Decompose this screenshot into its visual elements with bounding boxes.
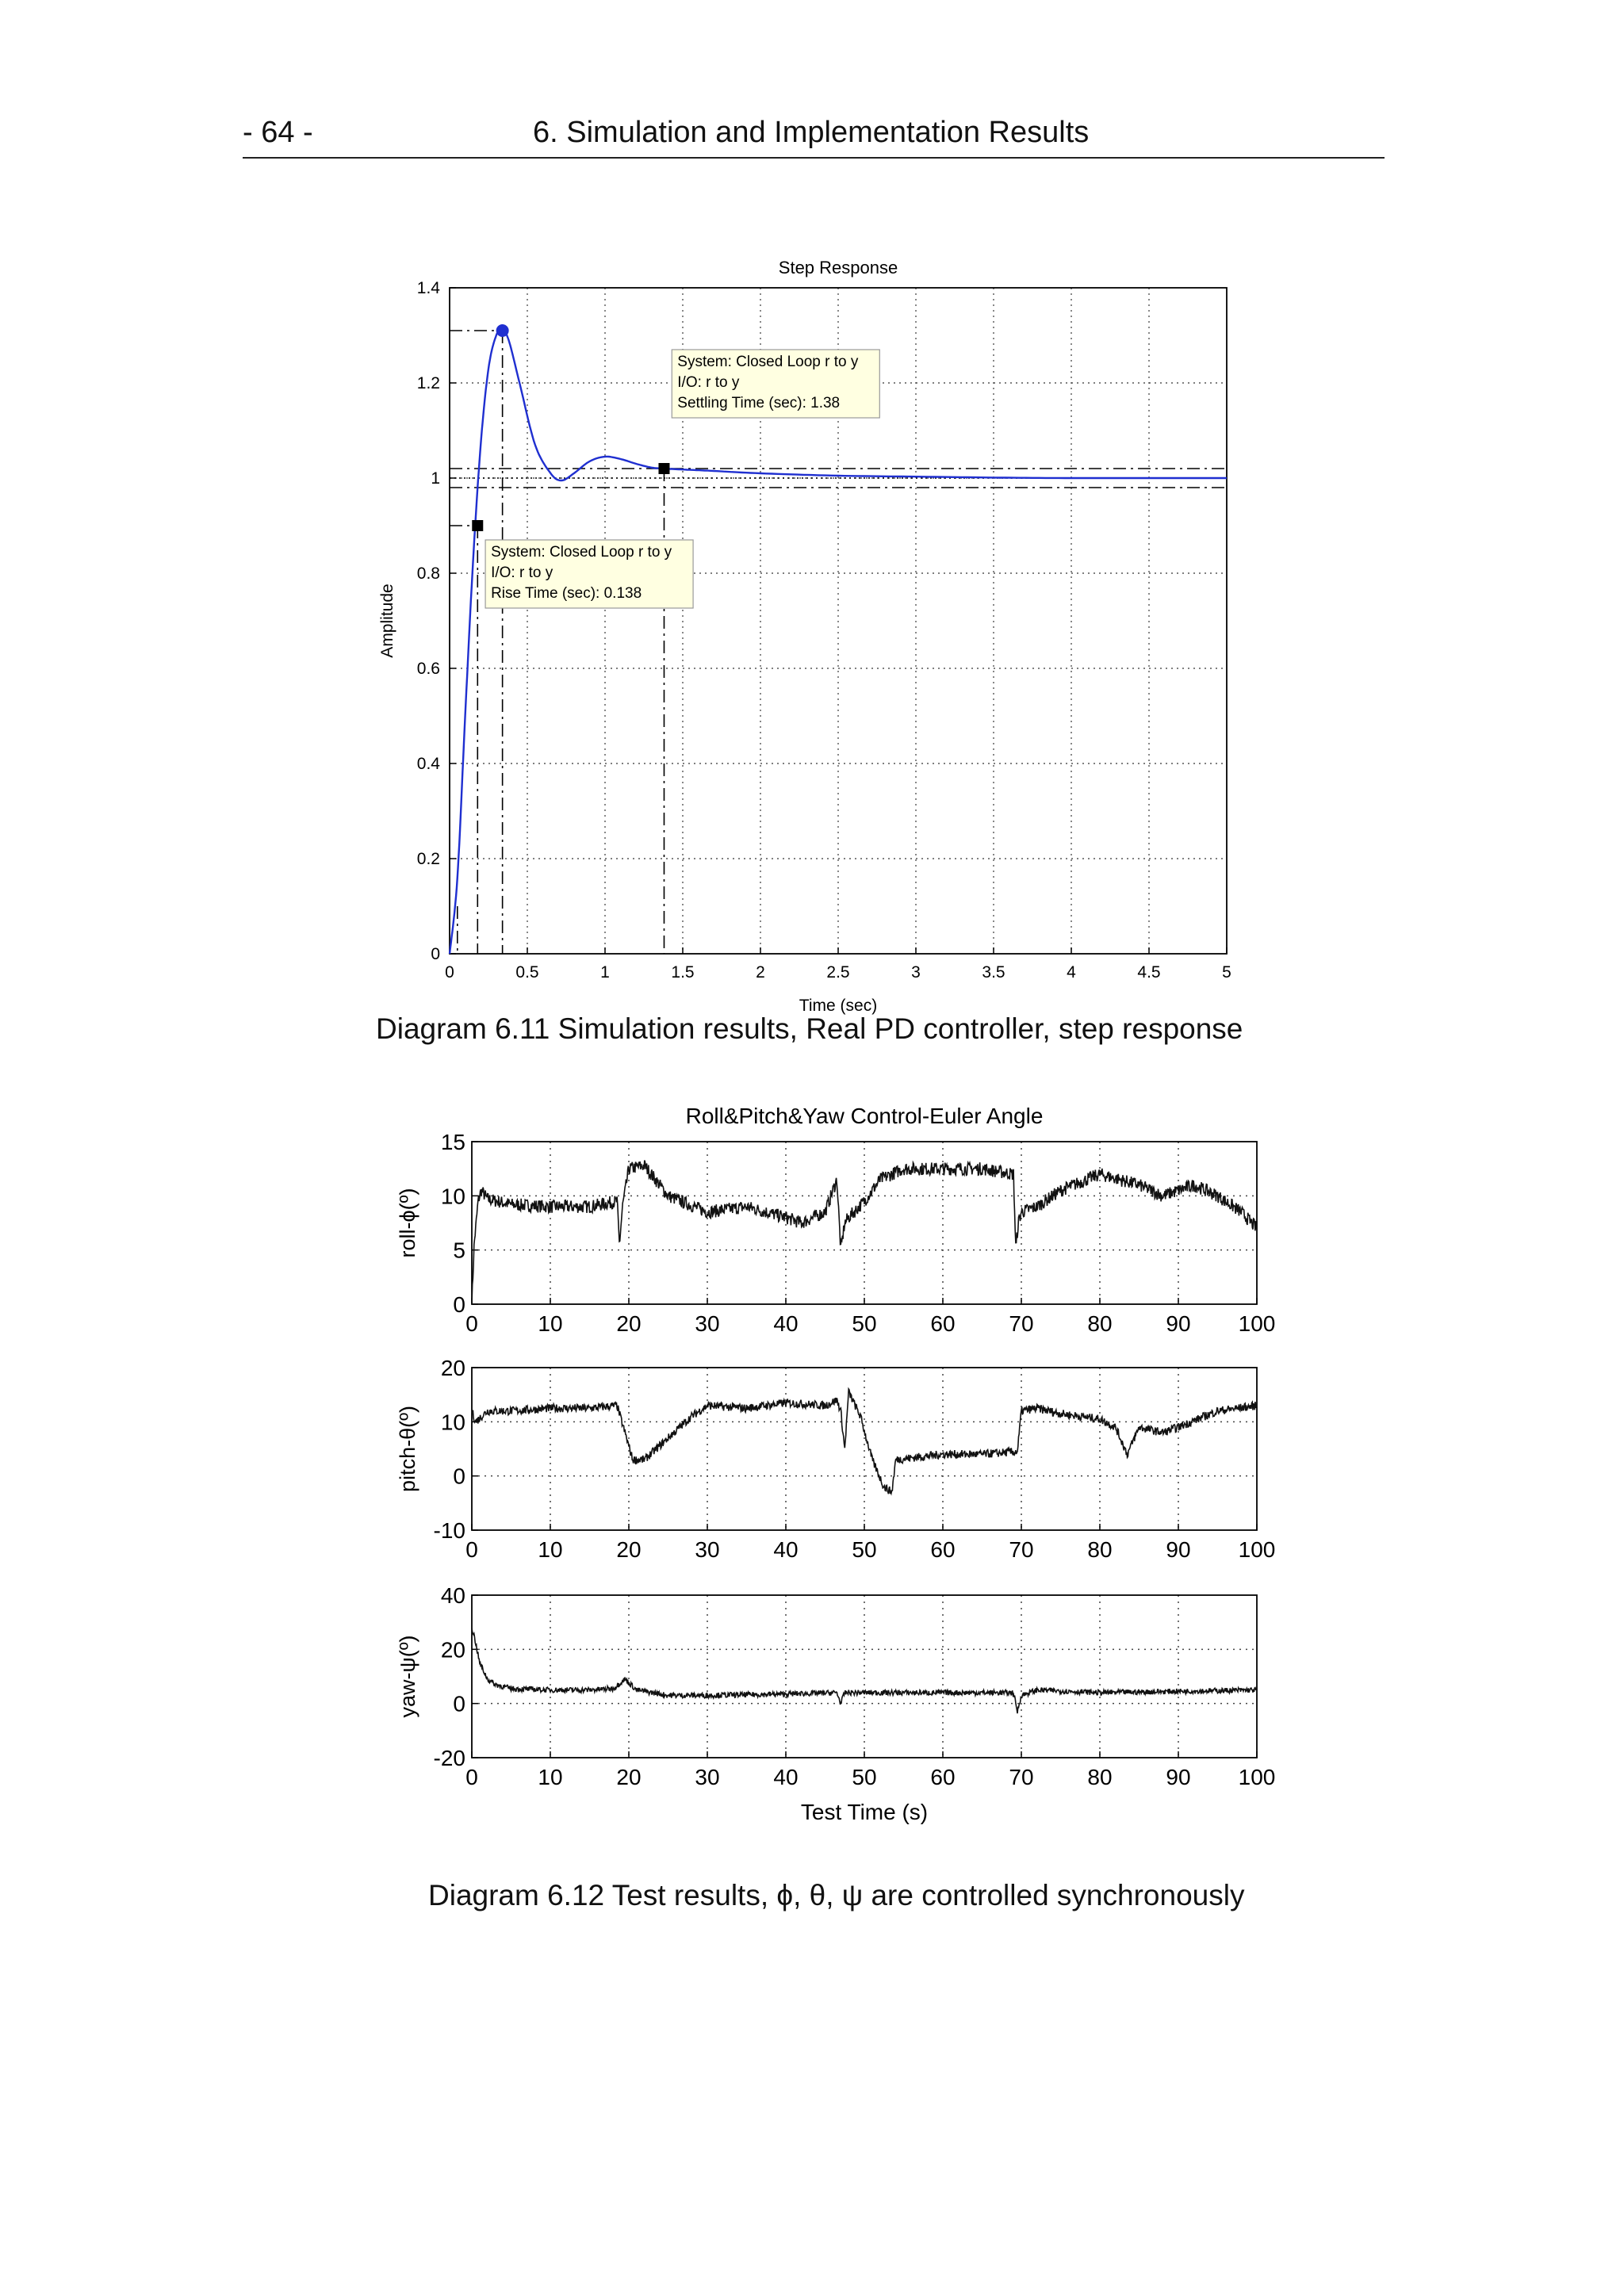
y-tick-label: 20 [440,1637,465,1663]
x-tick-label: 80 [1087,1537,1113,1562]
y-axis-label: roll-ϕ(º) [396,1188,419,1258]
y-axis-label: Amplitude [378,584,396,658]
datatip-line: Rise Time (sec): 0.138 [491,585,642,602]
x-tick-label: 0 [465,1537,478,1562]
y-axis-label: yaw-ψ(º) [396,1635,419,1718]
figure-6-11-caption: Diagram 6.11 Simulation results, Real PD controller, step response [376,1012,1243,1045]
step-plot-group [378,258,1231,1015]
settling-marker [658,463,669,474]
x-tick-label: 60 [930,1311,956,1336]
x-tick-label: 60 [930,1537,956,1562]
x-tick-label: 50 [852,1765,877,1789]
x-tick-label: 3.5 [982,963,1005,982]
y-tick-label: 5 [453,1238,465,1263]
plot-frame [472,1368,1257,1530]
x-tick-label: 10 [538,1765,563,1789]
y-tick-label: 0 [453,1292,465,1317]
x-tick-label: 90 [1166,1311,1191,1336]
datatip-line: System: Closed Loop r to y [677,354,859,370]
y-tick-label: 0.2 [416,850,440,868]
x-axis-label: Test Time (s) [800,1800,929,1824]
rise-marker [472,520,483,531]
y-tick-label: 40 [440,1583,465,1608]
y-axis-label: pitch-θ(º) [396,1406,419,1492]
rise-datatip [485,540,693,608]
chapter-title: 6. Simulation and Implementation Results [533,116,1090,149]
y-tick-label: 0.8 [416,564,440,583]
chart-title: Roll&Pitch&Yaw Control-Euler Angle [685,1104,1044,1128]
x-tick-label: 30 [695,1311,720,1336]
x-tick-label: 90 [1166,1537,1191,1562]
x-tick-label: 60 [930,1765,956,1789]
step-response-chart [373,238,1293,1015]
y-tick-label: -20 [433,1746,465,1770]
x-tick-label: 80 [1087,1765,1113,1789]
x-tick-label: 80 [1087,1311,1113,1336]
datatip-line: I/O: r to y [677,374,740,391]
x-axis-label: Time (sec) [799,997,878,1015]
x-tick-label: 100 [1238,1765,1276,1789]
x-tick-label: 10 [538,1537,563,1562]
x-tick-label: 0 [445,963,454,982]
x-tick-label: 40 [773,1765,799,1789]
settling-datatip [672,350,879,418]
subplot-3 [396,1583,1275,1789]
y-tick-label: 1.2 [416,374,440,392]
plot-frame [472,1595,1257,1758]
x-tick-label: 100 [1238,1311,1276,1336]
angle-trace-line [472,1389,1257,1494]
x-tick-label: 100 [1238,1537,1276,1562]
x-tick-label: 1.5 [671,963,695,982]
datatip-line: I/O: r to y [491,564,553,581]
x-tick-label: 40 [773,1311,799,1336]
y-tick-label: 0 [453,1464,465,1489]
y-tick-label: 0.4 [416,755,440,773]
header-rule [243,157,1385,159]
plot-frame [472,1142,1257,1304]
x-tick-label: 70 [1009,1537,1034,1562]
y-tick-label: 0 [431,945,440,963]
datatip-line: System: Closed Loop r to y [491,544,672,561]
y-tick-label: 0.6 [416,660,440,678]
x-tick-label: 90 [1166,1765,1191,1789]
y-tick-label: 15 [440,1130,465,1154]
x-tick-label: 20 [616,1765,642,1789]
page-number: - 64 - [243,116,313,149]
datatip-line: Settling Time (sec): 1.38 [677,395,841,411]
peak-marker [496,324,509,337]
x-tick-label: 2.5 [826,963,850,982]
y-tick-label: 1.4 [416,279,440,297]
x-tick-label: 50 [852,1537,877,1562]
x-tick-label: 0.5 [515,963,539,982]
euler-angle-chart [389,1090,1293,1835]
x-tick-label: 40 [773,1537,799,1562]
x-tick-label: 5 [1222,963,1231,982]
x-tick-label: 0 [465,1765,478,1789]
x-tick-label: 4 [1067,963,1076,982]
y-tick-label: 1 [431,469,440,488]
x-tick-label: 4.5 [1137,963,1161,982]
x-tick-label: 20 [616,1537,642,1562]
y-tick-label: 0 [453,1691,465,1716]
y-tick-label: 10 [440,1410,465,1435]
subplot-1 [396,1130,1275,1336]
subplot-2 [396,1356,1275,1562]
x-tick-label: 3 [911,963,921,982]
x-tick-label: 70 [1009,1765,1034,1789]
x-tick-label: 2 [756,963,765,982]
x-tick-label: 0 [465,1311,478,1336]
y-tick-label: -10 [433,1518,465,1543]
chart-title: Step Response [778,258,898,277]
x-tick-label: 30 [695,1537,720,1562]
x-tick-label: 30 [695,1765,720,1789]
figure-6-12-caption: Diagram 6.12 Test results, ϕ, θ, ψ are controlled synchronously [428,1879,1245,1911]
x-tick-label: 1 [600,963,610,982]
x-tick-label: 50 [852,1311,877,1336]
x-tick-label: 20 [616,1311,642,1336]
x-tick-label: 70 [1009,1311,1034,1336]
y-tick-label: 20 [440,1356,465,1380]
y-tick-label: 10 [440,1184,465,1209]
x-tick-label: 10 [538,1311,563,1336]
